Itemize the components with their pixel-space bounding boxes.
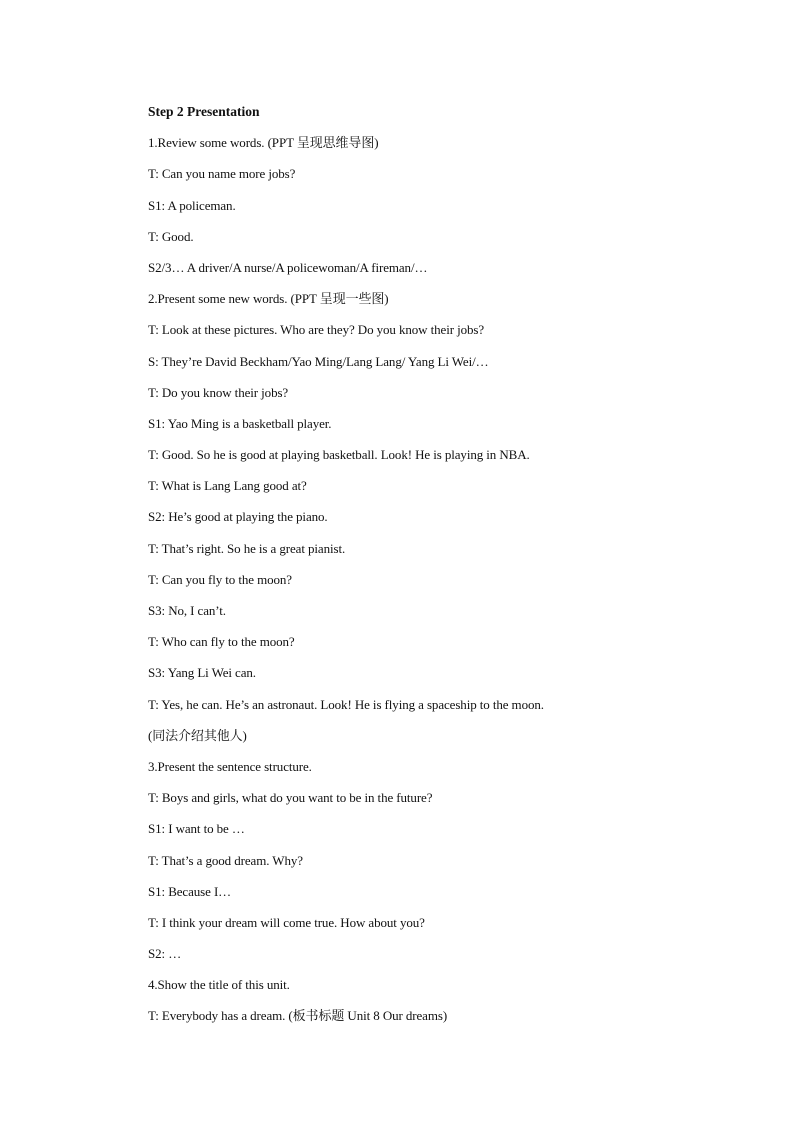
text-line: S: They’re David Beckham/Yao Ming/Lang Lang/ Yang Li Wei/… — [148, 353, 489, 369]
text-line: S1: Yao Ming is a basketball player. — [148, 415, 332, 431]
text-line: T: Boys and girls, what do you want to be in the future? — [148, 790, 433, 806]
text-line: T: Do you know their jobs? — [148, 384, 289, 400]
text-line: T: Good. So he is good at playing basketball. Look! He is playing in NBA. — [148, 447, 530, 463]
text-line: 4.Show the title of this unit. — [148, 977, 290, 993]
text-line: T: That’s a good dream. Why? — [148, 852, 303, 868]
text-line: T: Everybody has a dream. (板书标题 Unit 8 Our dreams) — [148, 1008, 448, 1024]
text-line: S1: I want to be … — [148, 821, 245, 837]
text-line: S3: No, I can’t. — [148, 603, 226, 618]
text-line: T: Can you fly to the moon? — [148, 571, 292, 587]
text-line: S2: … — [148, 946, 182, 962]
text-line: 3.Present the sentence structure. — [148, 758, 312, 774]
text-line: S3: Yang Li Wei can. — [148, 665, 256, 681]
text-line: T: What is Lang Lang good at? — [148, 478, 307, 494]
text-line: S1: Because I… — [148, 883, 232, 899]
text-line: T: Can you name more jobs? — [148, 166, 296, 182]
text-lines — [148, 133, 748, 1037]
text-line: T: Who can fly to the moon? — [148, 634, 295, 650]
text-line: 1.Review some words. (PPT 呈现思维导图) — [148, 135, 379, 151]
text-line: T: That’s right. So he is a great pianist. — [148, 540, 346, 556]
text-line: S2/3… A driver/A nurse/A policewoman/A fireman/… — [148, 259, 428, 275]
text-line: T: Look at these pictures. Who are they? Do you know their jobs? — [148, 322, 485, 338]
section-heading: Step 2 Presentation — [148, 104, 260, 119]
text-line: T: I think your dream will come true. How about you? — [148, 914, 425, 930]
text-line: S1: A policeman. — [148, 197, 236, 213]
text-line: (同法介绍其他人) — [148, 727, 247, 743]
document-body — [148, 102, 748, 1038]
text-line: T: Good. — [148, 228, 194, 244]
text-line: S2: He’s good at playing the piano. — [148, 509, 328, 525]
text-line: 2.Present some new words. (PPT 呈现一些图) — [148, 291, 389, 307]
text-line: T: Yes, he can. He’s an astronaut. Look! He is flying a spaceship to the moon. — [148, 696, 544, 712]
